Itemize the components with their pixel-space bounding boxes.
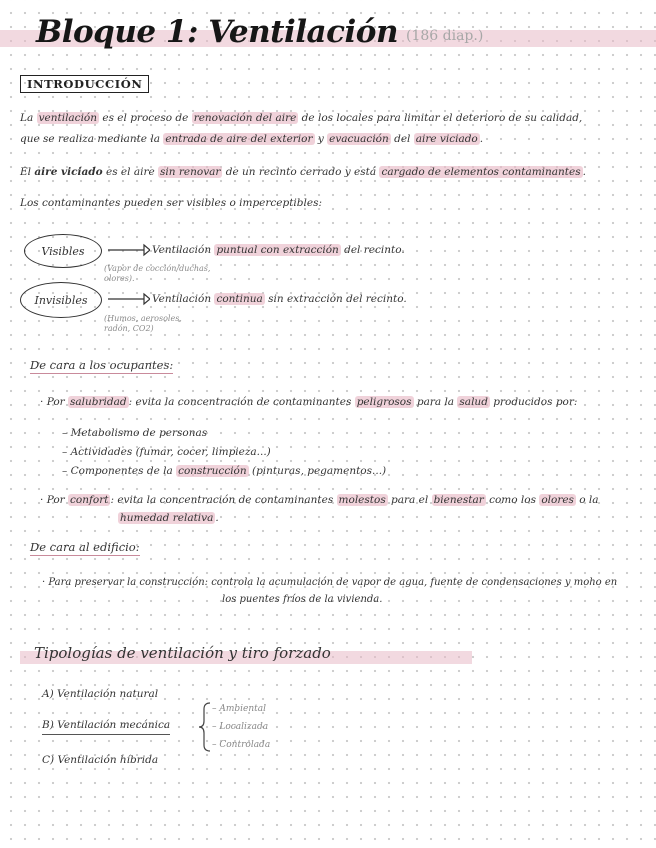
types-heading: Tipologías de ventilación y tiro forzado (34, 644, 331, 662)
highlight: cargado de elementos contaminantes (381, 166, 581, 178)
arrow-invisibles-icon (108, 292, 150, 306)
list-item-text: Componentes de la construcción (pinturas, pegamentos...) (70, 465, 387, 477)
page-title: Bloque 1: Ventilación (36, 14, 398, 50)
text: es el aire (102, 166, 159, 178)
arrow-visibles-icon (108, 243, 150, 257)
text: para el (387, 494, 432, 506)
text: producidos por: (489, 396, 578, 408)
highlight: olores (541, 494, 574, 506)
text: Controlada (219, 740, 271, 750)
highlight: peligrosos (356, 396, 412, 408)
highlight: molestos (338, 494, 386, 506)
text: Ventilación (152, 293, 215, 305)
text: que se realiza mediante la (20, 133, 164, 145)
text: Localizada (219, 722, 269, 732)
type-item-natural: A) Ventilación natural (42, 688, 159, 700)
text: Ventilación (152, 244, 215, 256)
text: de un recinto cerrado y está (222, 166, 380, 178)
text: del recinto. (340, 244, 405, 256)
visibles-result (152, 240, 405, 261)
highlight: salud (459, 396, 488, 408)
heading-ocupantes: De cara a los ocupantes: (30, 358, 174, 372)
invisibles-result (152, 289, 407, 310)
curly-brace-icon (198, 701, 212, 753)
list-item-text: Actividades (fumar, cocer, limpieza...) (70, 446, 271, 458)
text: . (479, 133, 484, 145)
intro-paragraph-line-1 (20, 108, 582, 129)
visibles-note: (Vapor de cocción/duchas, olores). (104, 264, 211, 283)
highlight: continua (216, 293, 263, 305)
text: del (390, 133, 414, 145)
oval-invisibles: Invisibles (20, 282, 102, 318)
highlight: construcción (178, 465, 247, 477)
slide-count: (186 diap.) (406, 28, 484, 44)
text: . (215, 512, 219, 524)
bold-term: aire viciado (34, 166, 103, 178)
highlight: ventilación (38, 112, 98, 124)
text: Por (46, 396, 69, 408)
text: y (314, 133, 328, 145)
list-item: – Actividades (fumar, cocer, limpieza...) (62, 446, 271, 458)
type-item-hibrida: C) Ventilación híbrida (42, 754, 159, 766)
building-line-2: los puentes fríos de la vivienda. (222, 594, 383, 605)
text: es el proceso de (99, 112, 192, 124)
heading-edificio: De cara al edificio: (30, 540, 140, 554)
text: El (20, 166, 35, 178)
text: sin extracción del recinto. (264, 293, 407, 305)
highlight: humedad relativa (120, 512, 214, 524)
text: para la (413, 396, 458, 408)
highlight: aire viciado (415, 133, 478, 145)
highlight: entrada de aire del exterior (165, 133, 313, 145)
text: Por (46, 494, 69, 506)
text: . (582, 166, 586, 178)
highlight: evacuación (329, 133, 389, 145)
sub-item-localizada: – Localizada (212, 722, 269, 732)
intro-paragraph-line-2 (20, 129, 483, 150)
oval-visibles: Visibles (24, 234, 102, 268)
type-item-mecanica: B) Ventilación mecánica (42, 717, 170, 735)
highlight: puntual con extracción (216, 244, 339, 256)
text: como los (485, 494, 540, 506)
invisibles-note: (Humos, aerosoles, radón, CO2) (104, 314, 182, 333)
text: : evita la concentración de contaminantes (110, 494, 337, 506)
section-box-introduccion: INTRODUCCIÓN (20, 75, 149, 93)
sub-item-ambiental: – Ambiental (212, 704, 267, 714)
text: Para preservar la construcción: controla la acumulación de vapor de agua, fuente de condensaciones y moho en (48, 577, 618, 588)
list-item: – Componentes de la construcción (pinturas, pegamentos...) (62, 465, 387, 477)
list-item-text: Metabolismo de personas (70, 427, 208, 439)
text: de los locales para limitar el deterioro de su calidad, (298, 112, 583, 124)
contaminants-intro: Los contaminantes pueden ser visibles o imperceptibles: (20, 197, 323, 209)
building-line-1: · Para preservar la construcción: controla la acumulación de vapor de agua, fuente de condensaciones y moho en (42, 577, 618, 588)
highlight: sin renovar (160, 166, 221, 178)
highlight: renovación del aire (193, 112, 297, 124)
sub-item-controlada: – Controlada (212, 740, 271, 750)
confort-line-1: · Por confort : evita la concentración de contaminantes molestos para el bienestar como los olores o la (40, 494, 599, 506)
highlight: bienestar (433, 494, 484, 506)
highlight: confort (70, 494, 109, 506)
text: Ambiental (219, 704, 267, 714)
text: o la (575, 494, 599, 506)
highlight: salubridad (70, 396, 127, 408)
salubridad-line: · Por salubridad : evita la concentración de contaminantes peligrosos para la salud producidos por: (40, 396, 578, 408)
text: La (20, 112, 37, 124)
confort-line-2 (118, 508, 219, 529)
text: : evita la concentración de contaminantes (128, 396, 355, 408)
list-item: – Metabolismo de personas (62, 427, 208, 439)
aire-viciado-paragraph (20, 162, 586, 183)
